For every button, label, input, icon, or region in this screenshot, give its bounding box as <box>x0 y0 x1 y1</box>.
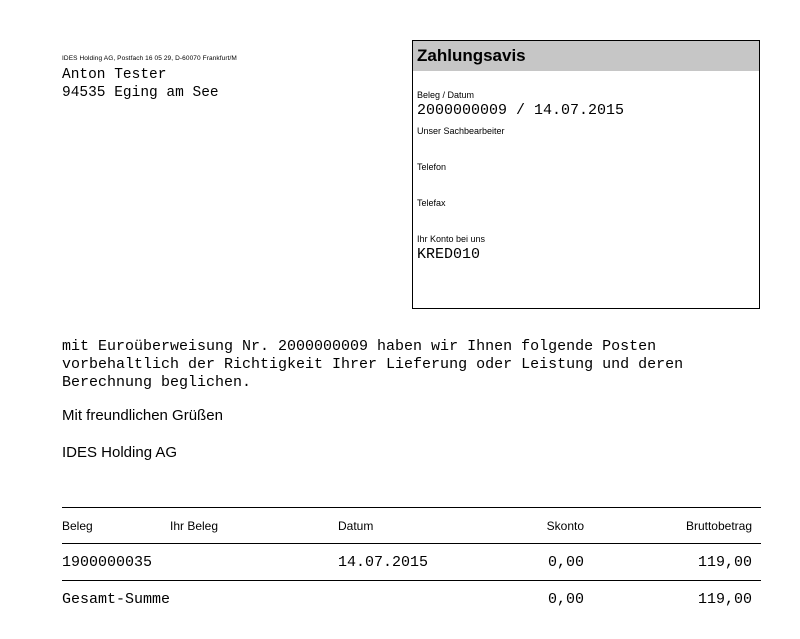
document-date-value: 2000000009 / 14.07.2015 <box>417 102 625 119</box>
header-datum: Datum <box>338 519 374 533</box>
closing-greeting: Mit freundlichen Grüßen <box>62 407 223 424</box>
total-label: Gesamt-Summe <box>62 591 171 608</box>
body-paragraph <box>62 338 683 392</box>
sender-address-line: IDES Holding AG, Postfach 16 05 29, D-60070 Frankfurt/M <box>62 55 237 62</box>
header-rule <box>62 543 761 544</box>
row-skonto: 0,00 <box>547 554 584 571</box>
body-line-3: Berechnung beglichen. <box>62 374 252 391</box>
recipient-name: Anton Tester <box>62 67 167 83</box>
body-line-2: vorbehaltlich der Richtigkeit Ihrer Lieferung oder Leistung und deren <box>62 356 684 373</box>
account-value: KRED010 <box>417 246 481 263</box>
header-beleg: Beleg <box>62 519 93 533</box>
total-skonto: 0,00 <box>547 591 584 608</box>
payment-advice-title: Zahlungsavis <box>413 41 759 71</box>
clerk-label: Unser Sachbearbeiter <box>417 126 505 136</box>
total-rule <box>62 580 761 581</box>
row-datum: 14.07.2015 <box>338 554 429 571</box>
company-signature: IDES Holding AG <box>62 444 178 461</box>
account-label: Ihr Konto bei uns <box>417 234 486 244</box>
recipient-city: 94535 Eging am See <box>62 85 219 101</box>
total-bruttobetrag: 119,00 <box>697 591 752 608</box>
table-top-rule <box>62 507 761 508</box>
header-bruttobetrag: Bruttobetrag <box>685 519 752 533</box>
fax-label: Telefax <box>417 198 446 208</box>
payment-advice-box <box>412 40 760 309</box>
body-line-1: mit Euroüberweisung Nr. 2000000009 haben wir Ihnen folgende Posten <box>62 338 657 355</box>
phone-label: Telefon <box>417 162 447 172</box>
row-beleg: 1900000035 <box>62 554 153 571</box>
header-skonto: Skonto <box>546 519 584 533</box>
header-ihr-beleg: Ihr Beleg <box>170 519 219 533</box>
document-date-label: Beleg / Datum <box>417 90 475 100</box>
row-bruttobetrag: 119,00 <box>697 554 752 571</box>
